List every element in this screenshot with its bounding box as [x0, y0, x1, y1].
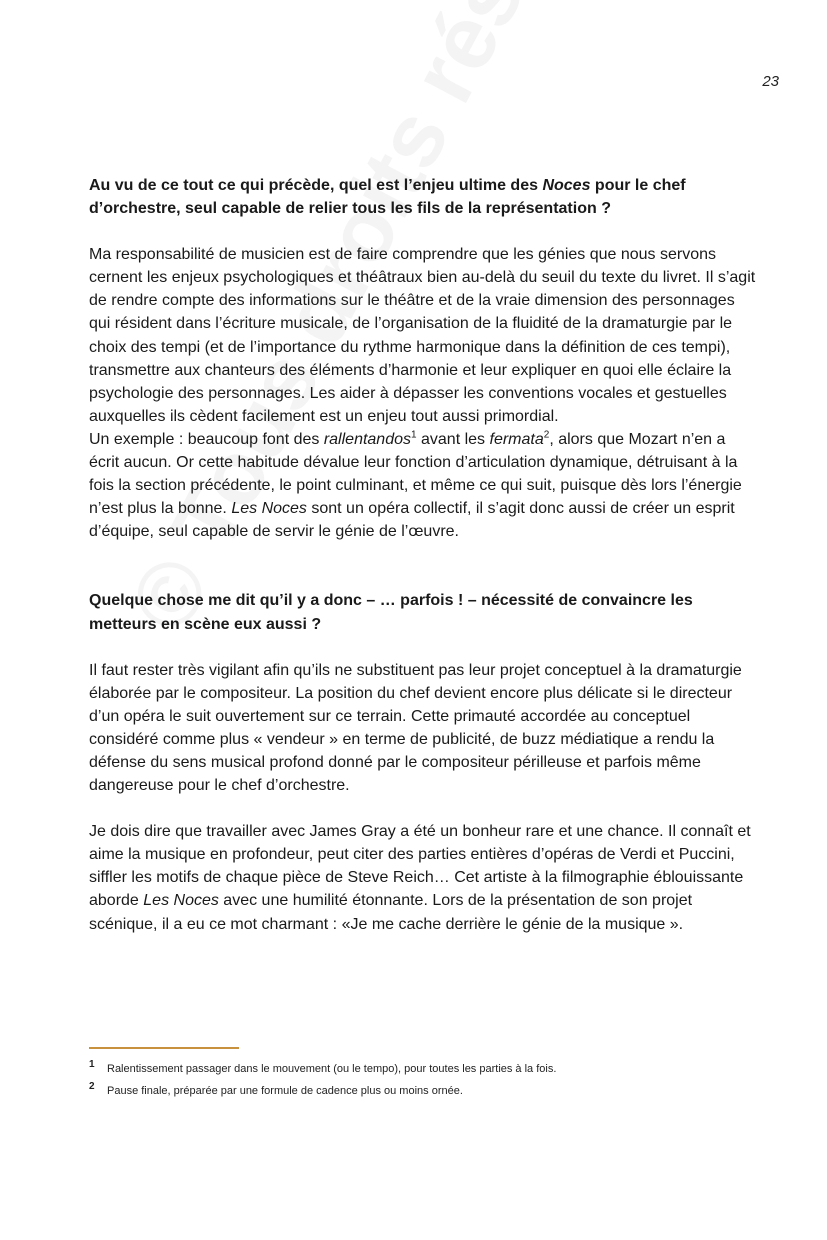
question-1-part: Au vu de ce tout ce qui précède, quel est l’enjeu ultime des: [89, 177, 543, 194]
footnote: [89, 1058, 749, 1080]
question-2: Quelque chose me dit qu’il y a donc – … parfois ! – nécessité de convaincre les metteurs en scène eux aussi ?: [89, 592, 693, 633]
footnote-ref-2: 2: [543, 429, 550, 441]
answer-2b-text: avec une humilité étonnante. Lors de la présentation de son projet scénique, il a eu ce mot charmant : «Je me cache derrière le génie de la musique ».: [89, 892, 693, 933]
footnote-divider: [89, 1047, 239, 1049]
answer-1b-italic: fermata: [489, 430, 544, 448]
footnote-ref-1: 1: [411, 429, 417, 441]
answer-1b-text: avant les: [416, 430, 490, 448]
footnotes: [89, 1058, 749, 1102]
footnote: [89, 1080, 749, 1102]
question-1-part: pour le chef d’orchestre, seul capable de relier tous les fils de la représentation ?: [89, 177, 686, 218]
answer-1b-italic: rallentandos: [323, 430, 411, 448]
footnote-text: Ralentissement passager dans le mouvement (ou le tempo), pour toutes les parties à la fois.: [107, 1063, 557, 1075]
answer-1-paragraph: [89, 243, 759, 543]
answer-2b-italic: Les Noces: [143, 892, 219, 910]
question-1-italic: Noces: [542, 177, 591, 194]
footnote-number: 1: [89, 1059, 95, 1070]
main-content: [89, 174, 759, 936]
answer-2b-text: Je dois dire que travailler avec James Gray a été un bonheur rare et une chance. Il connaît et aime la musique en profondeur, peut citer des parties entières d’opéras de Verdi et Puccini, siffler les motifs de chaque pièce de Steve Reich… Cet artiste à la filmographie éblouissante aborde: [89, 823, 751, 910]
answer-1b-italic: Les Noces: [231, 500, 307, 518]
footnote-number: 2: [89, 1081, 95, 1092]
page-number: 23: [762, 73, 779, 90]
question-1: [89, 174, 759, 220]
answer-1b-text: sont un opéra collectif, il s’agit donc aussi de créer un esprit d’équipe, seul capable de servir le génie de l’œuvre.: [89, 500, 735, 541]
answer-1a: Ma responsabilité de musicien est de faire comprendre que les génies que nous servons cernent les enjeux psychologiques et théâtraux bien au-delà du seuil du texte du livret. Il s’agit de rendre compte des informations sur le théâtre et de la vraie dimension des personnages qui résident dans l’écriture musicale, de l’organisation de la fluidité de la dramaturgie par le choix des tempi (et de l’importance du rythme harmonique dans la définition de ces tempi), transmettre aux chanteurs des éléments d’harmonie et leur expliquer en quoi elle éclaire la psychologie des personnages. Les aider à dépasser les conventions vocales et gestuelles auxquelles ils cèdent facilement est un enjeu tout aussi primordial.: [89, 246, 756, 425]
answer-1b-text: , alors que Mozart n’en a écrit aucun. Or cette habitude dévalue leur fonction d’articulation dynamique, détruisant à la fois la section précédente, le point culminant, et même ce qui suit, puisque dès lors l’énergie n’est plus la bonne.: [89, 430, 742, 518]
footnote-text: Pause finale, préparée par une formule de cadence plus ou moins ornée.: [107, 1085, 463, 1097]
answer-2a-paragraph: Il faut rester très vigilant afin qu’ils ne substituent pas leur projet conceptuel à la dramaturgie élaborée par le compositeur. La position du chef devient encore plus délicate si le directeur d’un opéra le suit ouvertement sur ce terrain. Cette primauté accordée au conceptuel considéré comme plus « vendeur » en terme de publicité, de buzz médiatique a rendu la défense du sens musical profond donné par le compositeur périlleuse et parfois même dangereuse pour le chef d’orchestre.: [89, 661, 742, 795]
answer-1b-text: Un exemple : beaucoup font des: [89, 430, 324, 448]
answer-2b-paragraph: [89, 820, 759, 935]
